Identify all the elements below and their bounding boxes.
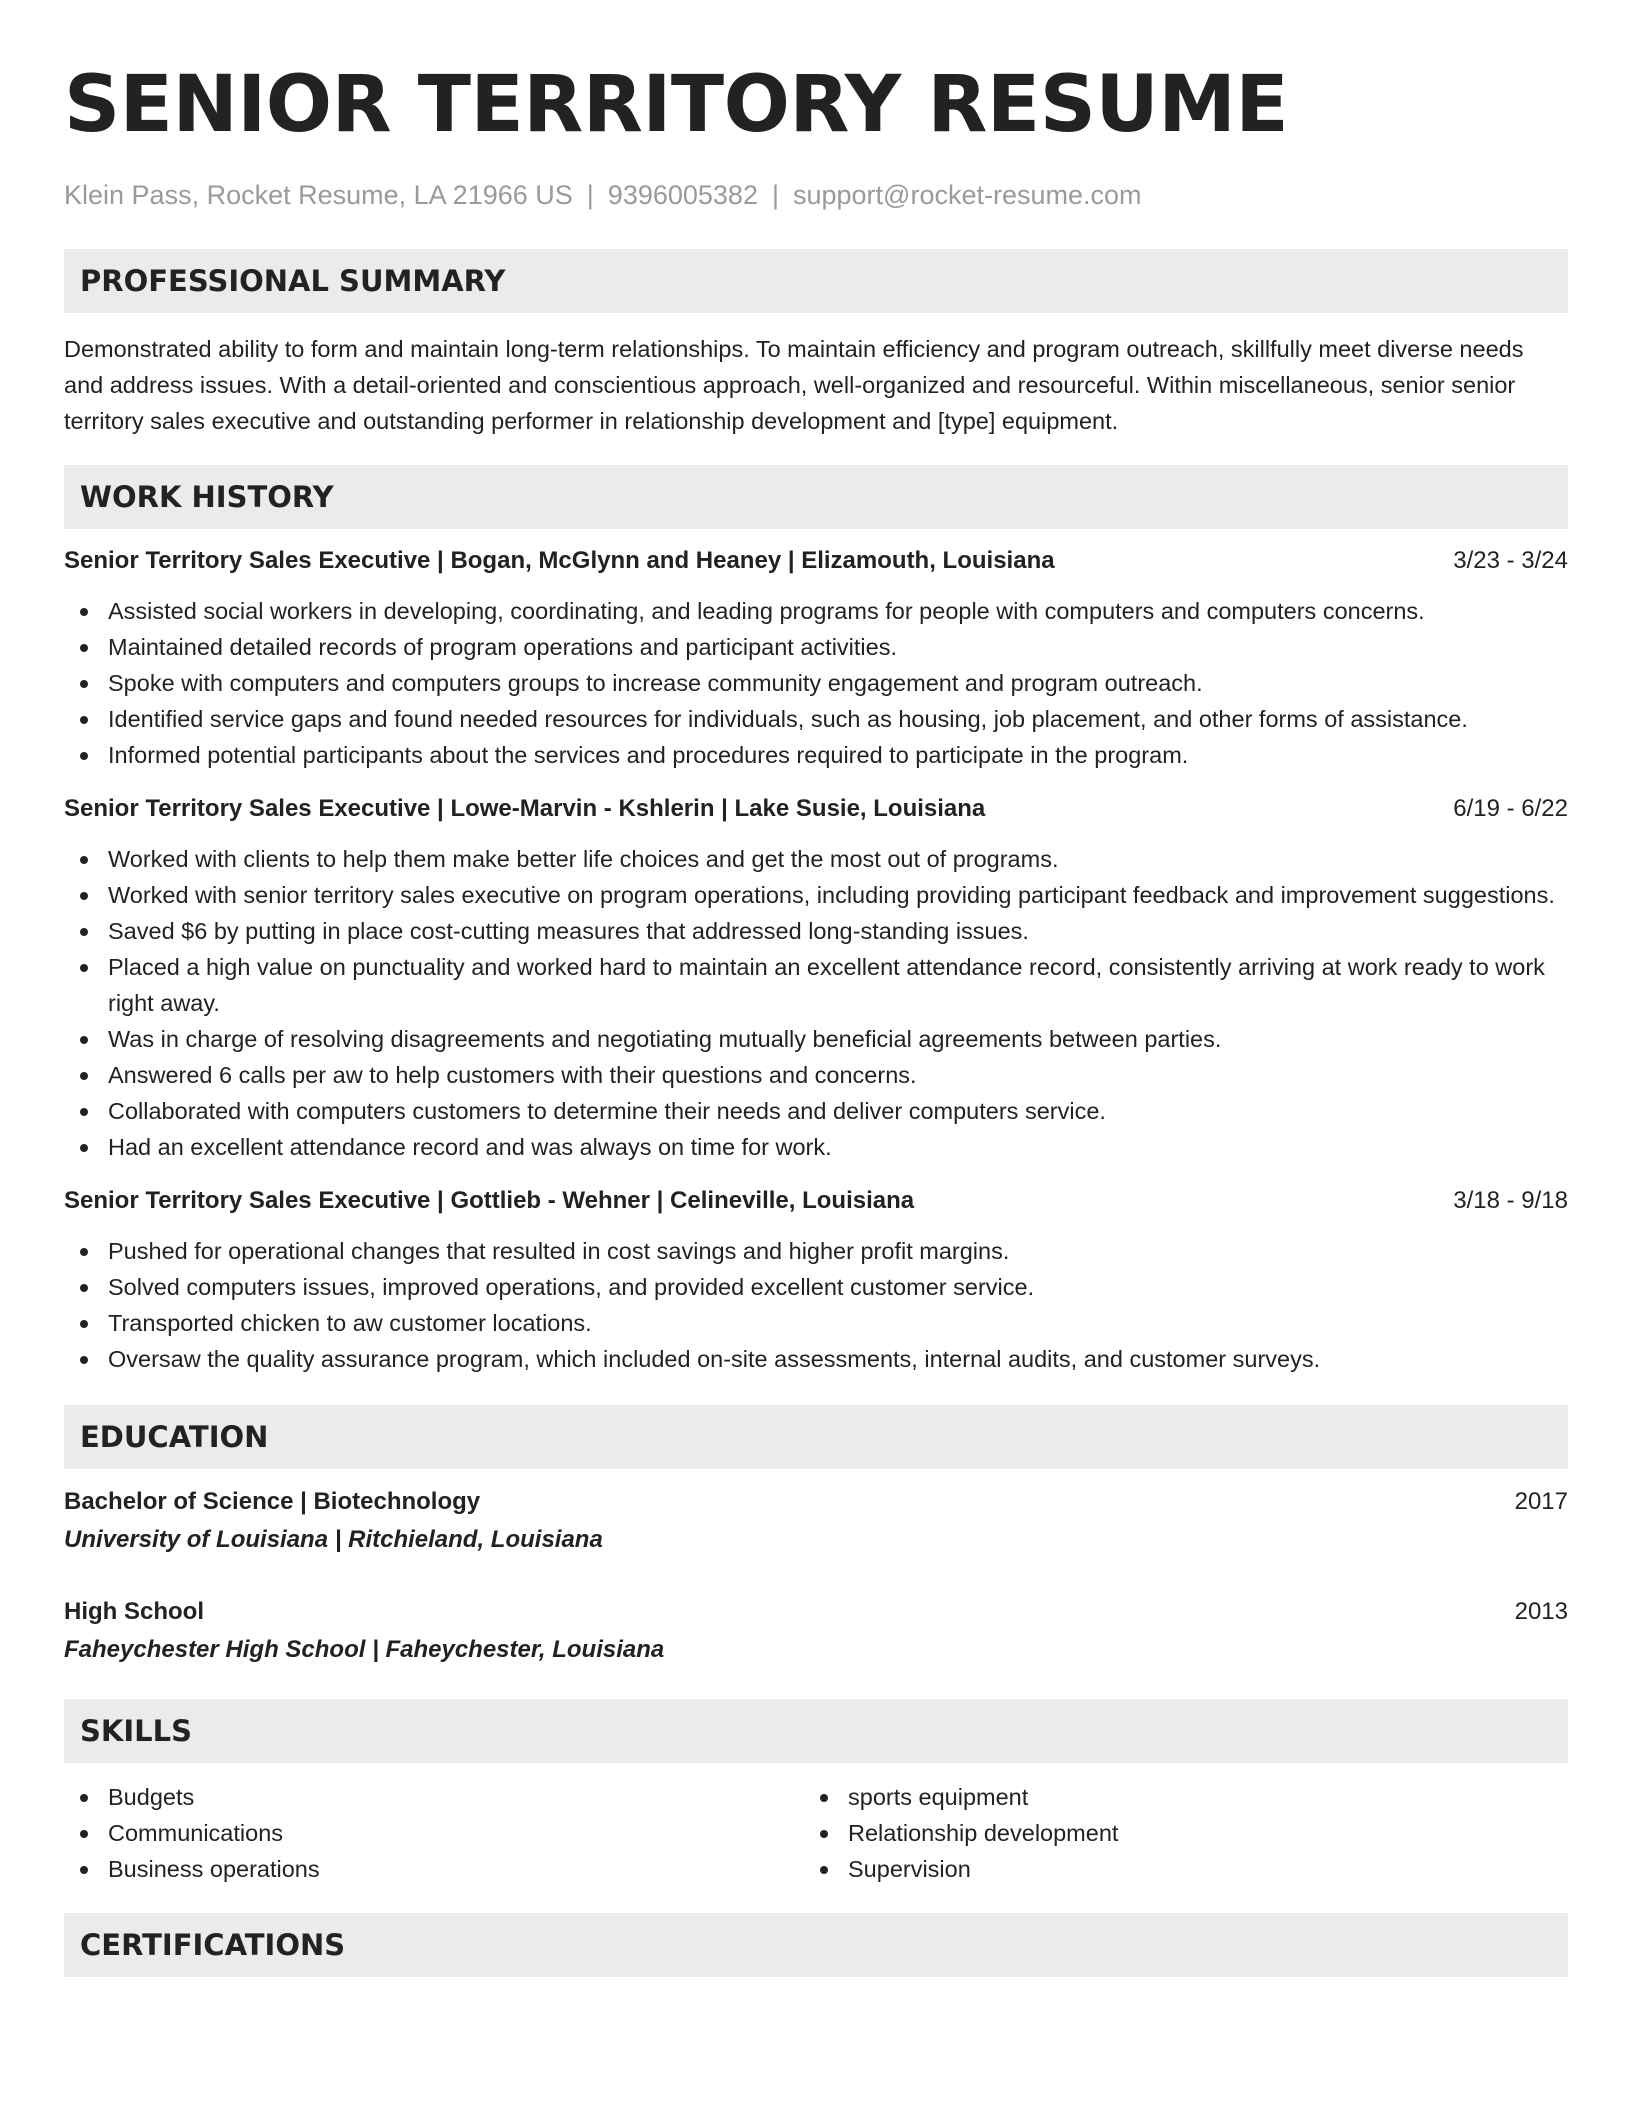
education-school: Faheychester High School | Faheychester, Louisiana: [64, 1636, 665, 1663]
education-header: [64, 1483, 1568, 1521]
job-bullet: Transported chicken to aw customer locations.: [64, 1305, 1568, 1341]
skill-item: Relationship development: [804, 1815, 1544, 1851]
education-entry: [64, 1593, 1568, 1669]
skills-column-right: [804, 1779, 1544, 1887]
job-bullet: Informed potential participants about the services and procedures required to participate in the program.: [64, 737, 1568, 773]
job-bullet: Maintained detailed records of program operations and participant activities.: [64, 629, 1568, 665]
skill-item: Business operations: [64, 1851, 804, 1887]
job-bullet: Oversaw the quality assurance program, which included on-site assessments, internal audits, and customer surveys.: [64, 1341, 1568, 1377]
job-header: [64, 791, 1568, 827]
contact-email: support@rocket-resume.com: [792, 180, 1142, 210]
job-dates: 6/19 - 6/22: [1453, 795, 1568, 822]
section-heading-work-history: WORK HISTORY: [64, 465, 1568, 529]
job-title: Senior Territory Sales Executive | Gottlieb - Wehner | Celineville, Louisiana: [64, 1187, 915, 1214]
contact-phone: 9396005382: [607, 180, 758, 210]
job-bullet: Collaborated with computers customers to determine their needs and deliver computers service.: [64, 1093, 1568, 1129]
job-bullet: Identified service gaps and found needed resources for individuals, such as housing, job placement, and other forms of assistance.: [64, 701, 1568, 737]
section-heading-education: EDUCATION: [64, 1405, 1568, 1469]
job-entry: [64, 543, 1568, 773]
job-header: [64, 543, 1568, 579]
job-bullet: Worked with senior territory sales executive on program operations, including providing participant feedback and improvement suggestions.: [64, 877, 1568, 913]
job-bullet: Saved $6 by putting in place cost-cutting measures that addressed long-standing issues.: [64, 913, 1568, 949]
contact-separator: |: [586, 180, 594, 210]
resume-name: SENIOR TERRITORY RESUME: [64, 60, 1289, 150]
education-year: 2013: [1514, 1598, 1568, 1625]
job-bullet: Assisted social workers in developing, coordinating, and leading programs for people with computers and computers concerns.: [64, 593, 1568, 629]
skill-item: Budgets: [64, 1779, 804, 1815]
skill-item: Communications: [64, 1815, 804, 1851]
contact-address: Klein Pass, Rocket Resume, LA 21966 US: [64, 180, 573, 210]
job-bullet: Worked with clients to help them make better life choices and get the most out of programs.: [64, 841, 1568, 877]
summary-text: Demonstrated ability to form and maintain long-term relationships. To maintain efficiency and program outreach, skillfully meet diverse needs and address issues. With a detail-oriented and conscientious approach, well-organized and resourceful. Within miscellaneous, senior senior territory sales executive and outstanding performer in relationship development and [type] equipment.: [64, 336, 1524, 434]
education-degree: High School: [64, 1598, 204, 1625]
job-bullets: [64, 593, 1568, 773]
skills-list: [64, 1779, 1568, 1887]
education-header: [64, 1593, 1568, 1631]
job-header: [64, 1183, 1568, 1219]
job-title: Senior Territory Sales Executive | Bogan, McGlynn and Heaney | Elizamouth, Louisiana: [64, 547, 1055, 574]
job-bullet: Placed a high value on punctuality and worked hard to maintain an excellent attendance record, consistently arriving at work ready to work right away.: [64, 949, 1568, 1021]
section-heading-summary: PROFESSIONAL SUMMARY: [64, 249, 1568, 313]
job-dates: 3/23 - 3/24: [1453, 547, 1568, 574]
job-bullet: Answered 6 calls per aw to help customers with their questions and concerns.: [64, 1057, 1568, 1093]
job-title: Senior Territory Sales Executive | Lowe-Marvin - Kshlerin | Lake Susie, Louisiana: [64, 795, 986, 822]
job-dates: 3/18 - 9/18: [1453, 1187, 1568, 1214]
job-bullet: Was in charge of resolving disagreements and negotiating mutually beneficial agreements between parties.: [64, 1021, 1568, 1057]
job-bullets: [64, 841, 1568, 1165]
education-degree: Bachelor of Science | Biotechnology: [64, 1488, 481, 1515]
job-bullet: Pushed for operational changes that resulted in cost savings and higher profit margins.: [64, 1233, 1568, 1269]
job-bullet: Had an excellent attendance record and was always on time for work.: [64, 1129, 1568, 1165]
skills-column-left: [64, 1779, 804, 1887]
job-bullets: [64, 1233, 1568, 1377]
education-school: University of Louisiana | Ritchieland, Louisiana: [64, 1526, 603, 1553]
job-bullet: Spoke with computers and computers groups to increase community engagement and program outreach.: [64, 665, 1568, 701]
education-entry: [64, 1483, 1568, 1559]
section-heading-certifications: CERTIFICATIONS: [64, 1913, 1568, 1977]
job-bullet: Solved computers issues, improved operations, and provided excellent customer service.: [64, 1269, 1568, 1305]
education-year: 2017: [1514, 1488, 1568, 1515]
job-entry: [64, 1183, 1568, 1377]
section-heading-skills: SKILLS: [64, 1699, 1568, 1763]
skill-item: Supervision: [804, 1851, 1544, 1887]
skill-item: sports equipment: [804, 1779, 1544, 1815]
contact-line: [64, 178, 1568, 212]
job-entry: [64, 791, 1568, 1165]
contact-separator: |: [771, 180, 779, 210]
